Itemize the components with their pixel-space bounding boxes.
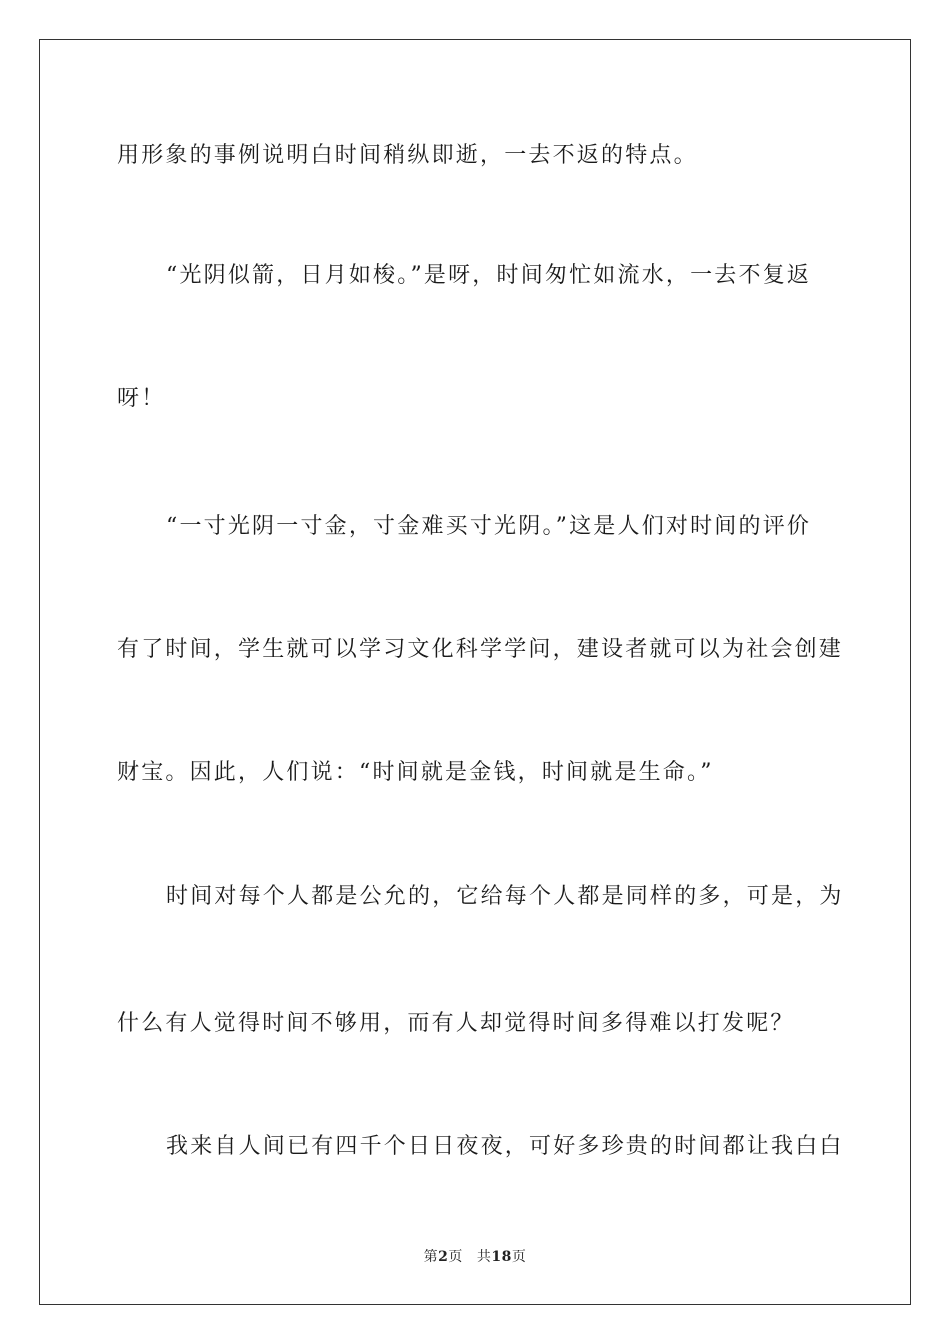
page-suffix: 页 [448,1249,463,1265]
page-prefix: 第 [423,1249,439,1265]
text-line-1: 用形象的事例说明白时间稍纵即逝，一去不返的特点。 [117,143,698,168]
total-pages: 18 [491,1249,512,1265]
page-footer [0,1248,950,1266]
text-line-4: “一寸光阴一寸金，寸金难买寸光阴。”这是人们对时间的评价 [166,514,812,539]
text-line-7: 时间对每个人都是公允的，它给每个人都是同样的多，可是，为 [166,884,844,909]
page-border [39,39,911,1305]
text-line-6: 财宝。因此，人们说：“时间就是金钱，时间就是生命。” [117,760,714,785]
text-line-3: 呀！ [117,386,166,411]
page-number: 2 [438,1249,449,1265]
text-line-9: 我来自人间已有四千个日日夜夜，可好多珍贵的时间都让我白白 [166,1134,844,1159]
text-line-8: 什么有人觉得时间不够用，而有人却觉得时间多得难以打发呢？ [117,1011,795,1036]
text-line-5: 有了时间，学生就可以学习文化科学学问，建设者就可以为社会创建 [117,637,844,662]
text-line-2: “光阴似箭，日月如梭。”是呀，时间匆忙如流水，一去不复返 [166,263,812,288]
total-suffix: 页 [511,1249,527,1265]
total-prefix: 共 [476,1249,492,1265]
